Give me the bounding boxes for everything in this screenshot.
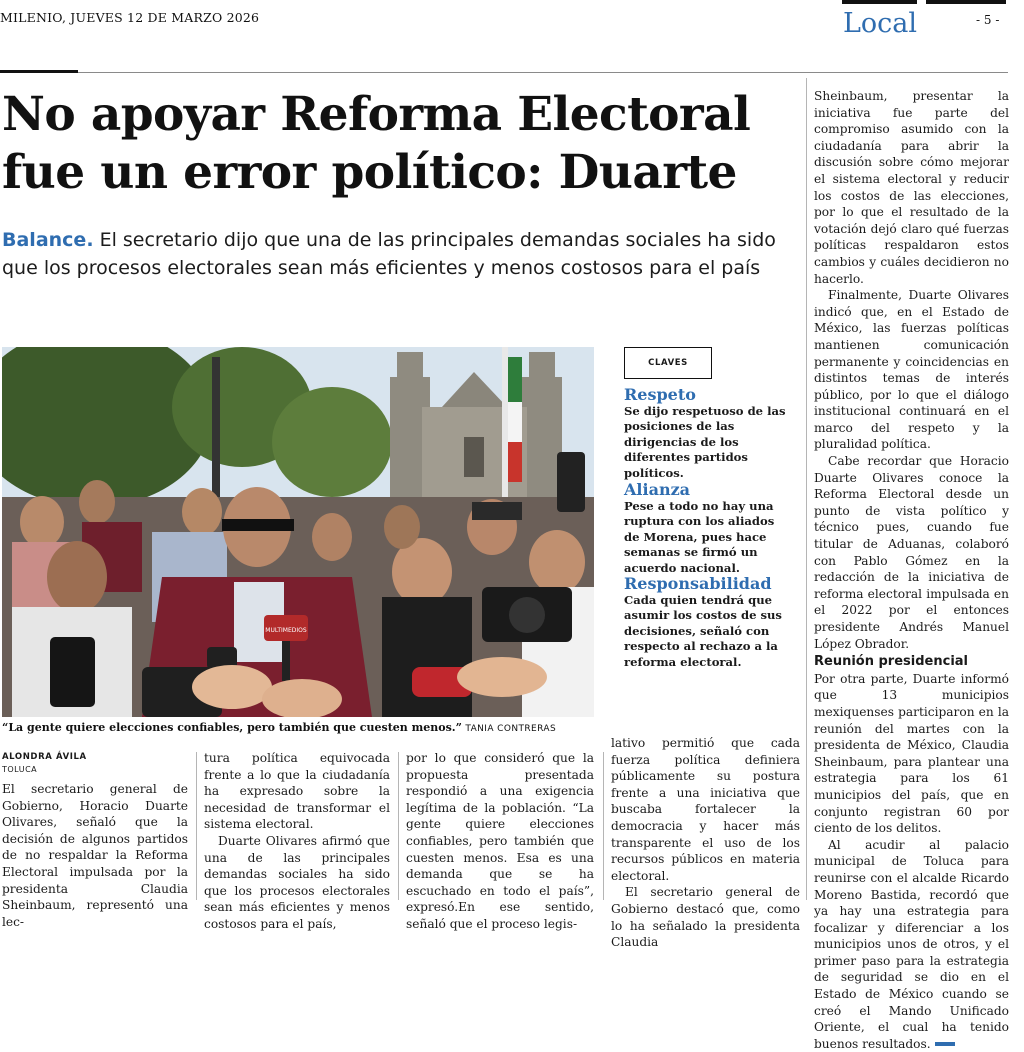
photo-caption-quote: “La gente quiere elecciones confiables, pero también que cuesten menos.” — [2, 721, 462, 734]
clave-heading-alianza: Alianza — [624, 480, 691, 499]
column-divider — [196, 752, 197, 900]
microphone-label: MULTIMEDIOS — [265, 627, 307, 634]
photo-credit: TANIA CONTRERAS — [465, 724, 557, 734]
body-paragraph: El secretario general de Gobierno destacó que, como lo ha señalado la presidenta Claudia — [611, 885, 800, 950]
body-column-right — [814, 88, 1009, 1052]
headline-line-1: No apoyar Reforma Electoral — [2, 87, 751, 142]
header-accent-bar — [0, 70, 78, 73]
press-photo-illustration — [2, 347, 594, 717]
body-column-2 — [204, 750, 390, 933]
column-divider — [398, 752, 399, 900]
page-number: - 5 - — [976, 13, 1000, 27]
body-paragraph: Duarte Olivares afirmó que una de las principales demandas sociales ha sido que los procesos electorales sean más eficientes y menos costosos para el país, — [204, 833, 390, 931]
dateline: TOLUCA — [2, 765, 38, 774]
body-paragraph: tura política equivocada frente a lo que la ciudadanía ha expresado sobre la necesidad de transformar el sistema electoral. — [204, 751, 390, 832]
subheadline-text: El secretario dijo que una de las principales demandas sociales ha sido que los procesos electorales sean más eficientes y menos costosos para el país — [2, 229, 776, 279]
section-subtitle: Reunión presidencial — [814, 654, 969, 670]
body-paragraph: por lo que consideró que la propuesta presentada respondió a una exigencia legítima de la población. “La gente quiere elecciones confiables, pero también que cuesten menos. Esa es una demanda que se ha escuchado en todo el país”, expresó.En ese sentido, señaló que el proceso legis- — [406, 751, 594, 931]
clave-heading-respeto: Respeto — [624, 385, 696, 404]
section-label: Local — [843, 8, 918, 39]
body-paragraph: Finalmente, Duarte Olivares indicó que, en el Estado de México, las fuerzas políticas mantienen comunicación permanente y coincidencias en distintos temas de interés público, por lo que el diálogo institucional continuará en el marco del respeto y la pluralidad política. — [814, 288, 1009, 452]
kicker: Balance. — [2, 229, 94, 251]
body-paragraph-text: Al acudir al palacio municipal de Toluca para reunirse con el alcalde Ricardo Moreno Bastida, recordó que ya hay una estrategia para focalizar y diferenciar a los municipios unos de otros, y el primer paso para la estrategia de seguridad se dio en el Estado de México cuando se creó el Mando Unificado Oriente, el cual ha tenido buenos resultados. — [814, 837, 1009, 1051]
clave-text-responsabilidad: Cada quien tendrá que asumir los costos de sus decisiones, señaló con respecto al rechazo a la reforma electoral. — [624, 593, 782, 669]
body-column-3 — [406, 750, 594, 933]
body-paragraph: Sheinbaum, presentar la iniciativa fue parte del compromiso asumido con la ciudadanía para abrir la discusión sobre cómo mejorar el sistema electoral y reducir los costos de las elecciones, por lo que el resultado de la votación dejó claro qué fuerzas políticas respaldaron estos cambios y cuáles decidieron no hacerlo. — [814, 89, 1009, 286]
masthead-date: MILENIO, JUEVES 12 DE MARZO 2026 — [0, 10, 260, 25]
subheadline — [2, 226, 792, 282]
body-paragraph: lativo permitió que cada fuerza política definiera públicamente su postura frente a una iniciativa que buscaba fortalecer la democracia y hacer más transparente el uso de los recursos públicos en materia electoral. — [611, 736, 800, 883]
clave-heading-responsabilidad: Responsabilidad — [624, 574, 772, 593]
press-photo — [2, 347, 594, 717]
body-column-4 — [611, 735, 800, 951]
headline — [2, 86, 792, 202]
clave-text-respeto: Se dijo respetuoso de las posiciones de las dirigencias de los diferentes partidos políticos. — [624, 404, 786, 480]
body-column-1 — [2, 781, 188, 930]
right-column-divider — [806, 78, 807, 900]
body-paragraph: El secretario general de Gobierno, Horacio Duarte Olivares, señaló que la decisión de algunos partidos de no respaldar la Reforma Electoral impulsada por la presidenta Claudia Sheinbaum, representó una lec- — [2, 782, 188, 929]
clave-text-alianza: Pese a todo no hay una ruptura con los aliados de Morena, pues hace semanas se firmó un acuerdo nacional. — [624, 499, 775, 575]
body-paragraph-last — [814, 837, 1009, 1052]
byline: ALONDRA ÁVILA — [2, 752, 87, 762]
claves-box-title: CLAVES — [624, 347, 712, 379]
body-paragraph: Por otra parte, Duarte informó que 13 municipios mexiquenses participaron en la reunión del martes con la presidenta de México, Claudia Sheinbaum, para plantear una estrategia para los 61 municipios del país, que en conjunto registran 60 por ciento de los delitos. — [814, 671, 1009, 836]
end-of-article-mark — [935, 1042, 955, 1046]
section-top-bar — [842, 0, 917, 4]
column-divider — [603, 752, 604, 900]
page-top-bar — [926, 0, 1006, 4]
header-divider — [0, 72, 1008, 73]
headline-line-2: fue un error político: Duarte — [2, 145, 737, 200]
photo-caption — [2, 721, 602, 734]
body-paragraph: Cabe recordar que Horacio Duarte Olivares conoce la Reforma Electoral desde un punto de vista político y técnico pues, cuando fue titular de Aduanas, colaboró con Pablo Gómez en la redacción de la iniciativa de reforma electoral impulsada en el 2022 por el entonces presidente Andrés Manuel López Obrador. — [814, 454, 1009, 651]
